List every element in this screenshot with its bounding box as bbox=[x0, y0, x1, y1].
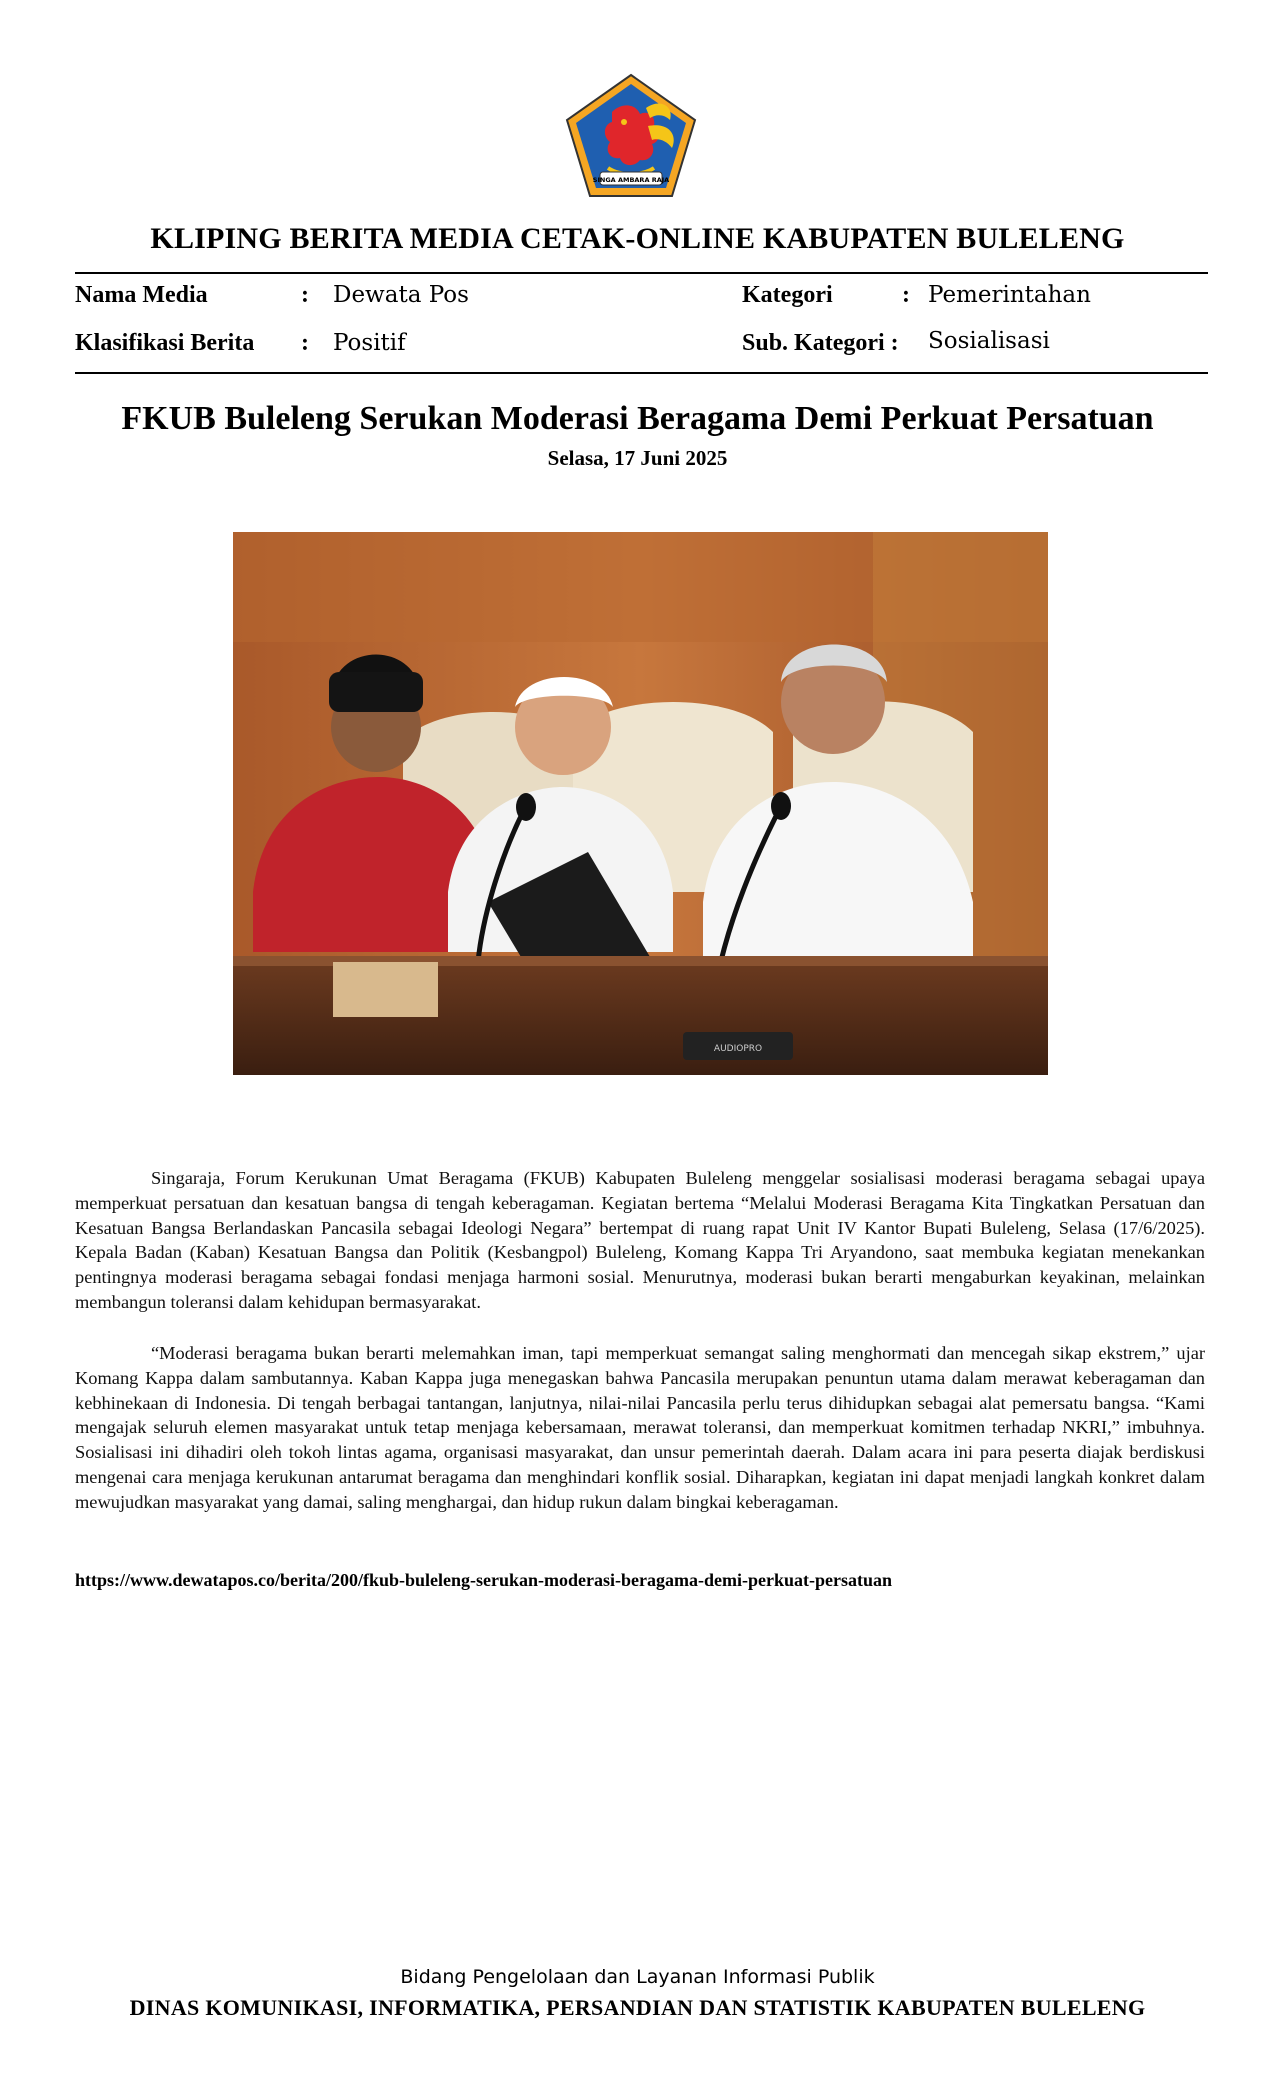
media-value: Dewata Pos bbox=[333, 282, 469, 308]
buleleng-logo bbox=[564, 72, 698, 200]
source-link[interactable]: https://www.dewatapos.co/berita/200/fkub-buleleng-serukan-moderasi-beragama-demi-perkuat-persatuan bbox=[75, 1570, 892, 1590]
header-divider-top bbox=[75, 272, 1208, 274]
footer-organization: DINAS KOMUNIKASI, INFORMATIKA, PERSANDIAN DAN STATISTIK KABUPATEN BULELENG bbox=[129, 1995, 1146, 2020]
header-divider-bottom bbox=[75, 372, 1208, 374]
klasifikasi-label: Klasifikasi Berita bbox=[75, 330, 255, 356]
article-paragraph-1: Singaraja, Forum Kerukunan Umat Beragama (FKUB) Kabupaten Buleleng menggelar sosialisasi moderasi beragama sebagai upaya memperkuat persatuan dan kesatuan bangsa di tengah keberagaman. Kegiatan bertema “Melalui Moderasi Beragama Kita Tingkatkan Persatuan dan Kesatuan Bangsa Berlandaskan Pancasila sebagai Ideologi Negara” bertempat di ruang rapat Unit IV Kantor Bupati Buleleng, Selasa (17/6/2025). Kepala Badan (Kaban) Kesatuan Bangsa dan Politik (Kesbangpol) Buleleng, Komang Kappa Tri Aryandono, saat membuka kegiatan menekankan pentingnya moderasi beragama sebagai fondasi menjaga harmoni sosial. Menurutnya, moderasi bukan berarti mengaburkan keyakinan, melainkan membangun toleransi dalam kehidupan bermasyarakat. bbox=[75, 1168, 1205, 1312]
mic-base-label: AUDIOPRO bbox=[713, 1044, 763, 1054]
kategori-separator: : bbox=[902, 282, 910, 308]
kategori-label: Kategori bbox=[742, 282, 833, 308]
footer-department: Bidang Pengelolaan dan Layanan Informasi Publik bbox=[400, 1966, 875, 1988]
kategori-value: Pemerintahan bbox=[928, 282, 1091, 308]
article-headline: FKUB Buleleng Serukan Moderasi Beragama Demi Perkuat Persatuan bbox=[121, 400, 1154, 437]
sub-kategori-label: Sub. Kategori : bbox=[742, 330, 899, 356]
logo-motto: SINGA AMBARA RAJA bbox=[592, 176, 670, 184]
media-separator: : bbox=[301, 282, 309, 308]
sub-kategori-value: Sosialisasi bbox=[928, 328, 1050, 354]
klasifikasi-separator: : bbox=[301, 330, 309, 356]
kliping-title: KLIPING BERITA MEDIA CETAK-ONLINE KABUPATEN BULELENG bbox=[150, 222, 1125, 255]
media-label: Nama Media bbox=[75, 282, 208, 308]
article-date: Selasa, 17 Juni 2025 bbox=[547, 446, 728, 470]
article-paragraph-2: “Moderasi beragama bukan berarti melemahkan iman, tapi memperkuat semangat saling menghormati dan mencegah sikap ekstrem,” ujar Komang Kappa dalam sambutannya. Kaban Kappa juga menegaskan bahwa Pancasila merupakan penuntun utama dalam merawat keberagaman dan kebhinekaan di Indonesia. Di tengah berbagai tantangan, lanjutnya, nilai-nilai Pancasila perlu terus dihidupkan sebagai alat pemersatu bangsa. “Kami mengajak seluruh elemen masyarakat untuk tetap menjaga kebersamaan, merawat toleransi, dan memperkuat komitmen terhadap NKRI,” imbuhnya. Sosialisasi ini dihadiri oleh tokoh lintas agama, organisasi masyarakat, dan unsur pemerintah daerah. Dalam acara ini para peserta diajak berdiskusi mengenai cara menjaga kerukunan antarumat beragama dan menghindari konflik sosial. Diharapkan, kegiatan ini dapat menjadi langkah konkret dalam mewujudkan masyarakat yang damai, saling menghargai, dan hidup rukun dalam bingkai keberagaman. bbox=[75, 1343, 1205, 1512]
klasifikasi-value: Positif bbox=[333, 330, 406, 356]
article-photo bbox=[233, 532, 1048, 1075]
